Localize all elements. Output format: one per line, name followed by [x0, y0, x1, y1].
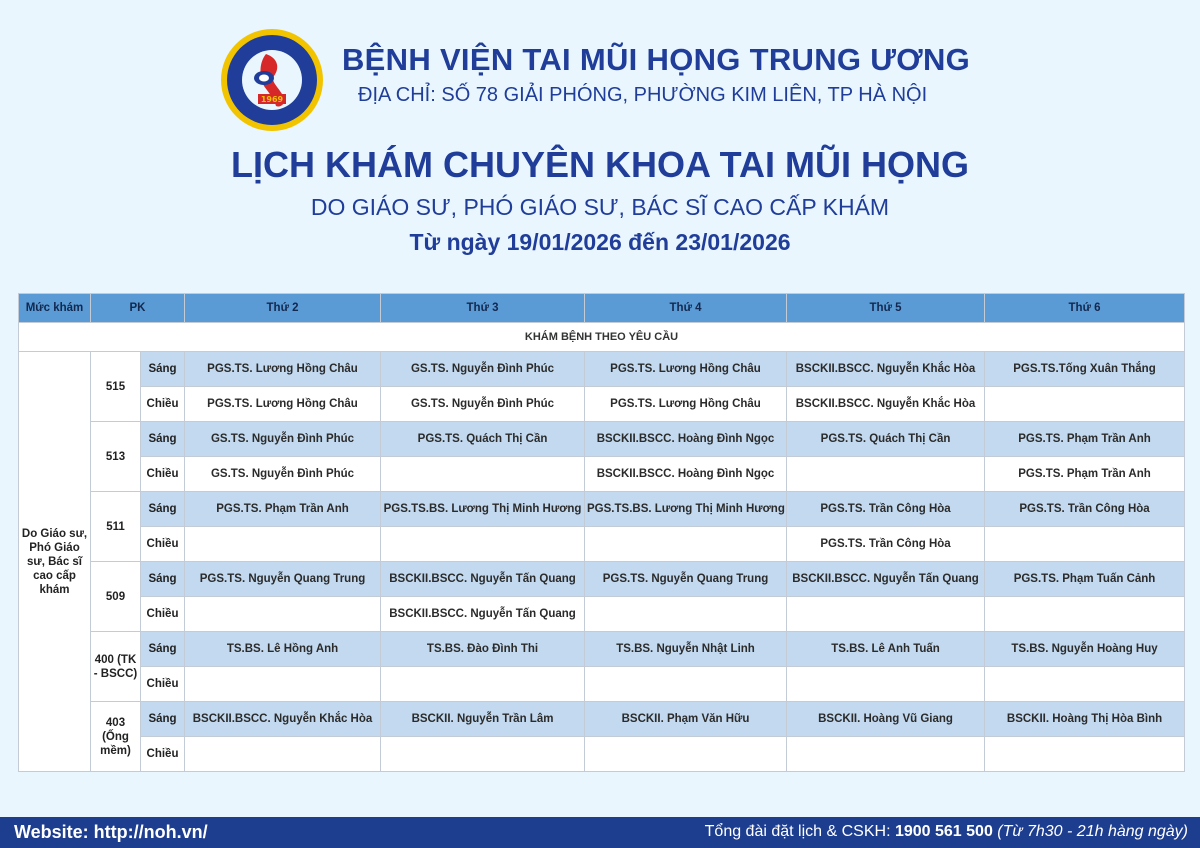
doctor-cell: PGS.TS. Nguyễn Quang Trung — [185, 562, 381, 597]
doctor-cell: TS.BS. Lê Anh Tuấn — [787, 632, 985, 667]
hotline-info — [705, 823, 1188, 841]
doctor-cell: GS.TS. Nguyễn Đình Phúc — [381, 352, 585, 387]
doctor-cell: PGS.TS. Nguyễn Quang Trung — [585, 562, 787, 597]
hospital-name: BỆNH VIỆN TAI MŨI HỌNG TRUNG ƯƠNG — [342, 42, 971, 77]
room-number: 400 (TK - BSCC) — [91, 632, 141, 702]
doctor-cell — [185, 667, 381, 702]
service-banner: KHÁM BỆNH THEO YÊU CẦU — [19, 323, 1185, 352]
doctor-cell — [381, 737, 585, 772]
doctor-cell — [787, 667, 985, 702]
table-row — [19, 422, 1185, 457]
page-header — [0, 0, 1200, 280]
table-row — [19, 457, 1185, 492]
room-number: 511 — [91, 492, 141, 562]
doctor-cell: GS.TS. Nguyễn Đình Phúc — [381, 387, 585, 422]
table-row — [19, 387, 1185, 422]
session-morning: Sáng — [141, 352, 185, 387]
doctor-cell: PGS.TS. Phạm Trần Anh — [985, 422, 1185, 457]
session-morning: Sáng — [141, 492, 185, 527]
doctor-cell: PGS.TS. Trần Công Hòa — [787, 527, 985, 562]
doctor-cell — [787, 457, 985, 492]
doctor-cell: BSCKII.BSCC. Hoàng Đình Ngọc — [585, 422, 787, 457]
doctor-cell: PGS.TS. Lương Hồng Châu — [185, 387, 381, 422]
footer-bar — [0, 817, 1200, 848]
room-number: 515 — [91, 352, 141, 422]
doctor-cell: BSCKII. Nguyễn Trần Lâm — [381, 702, 585, 737]
doctor-cell: BSCKII.BSCC. Nguyễn Khắc Hòa — [787, 387, 985, 422]
svg-text:1969: 1969 — [260, 95, 284, 104]
doctor-cell: PGS.TS. Quách Thị Cần — [787, 422, 985, 457]
doctor-cell: BSCKII.BSCC. Nguyễn Tấn Quang — [381, 562, 585, 597]
doctor-cell — [381, 527, 585, 562]
hotline-hours: (Từ 7h30 - 21h hàng ngày) — [997, 823, 1188, 840]
doctor-cell — [185, 597, 381, 632]
doctor-cell: PGS.TS. Lương Hồng Châu — [585, 387, 787, 422]
room-number: 513 — [91, 422, 141, 492]
doctor-cell: PGS.TS. Lương Hồng Châu — [185, 352, 381, 387]
doctor-cell: PGS.TS. Trần Công Hòa — [985, 492, 1185, 527]
doctor-cell — [985, 737, 1185, 772]
header-day: Thứ 2 — [185, 294, 381, 323]
doctor-cell: PGS.TS.Tống Xuân Thắng — [985, 352, 1185, 387]
session-afternoon: Chiều — [141, 527, 185, 562]
table-row — [19, 527, 1185, 562]
doctor-cell: PGS.TS.BS. Lương Thị Minh Hương — [585, 492, 787, 527]
hotline-label: Tổng đài đặt lịch & CSKH: — [704, 823, 891, 840]
session-morning: Sáng — [141, 632, 185, 667]
header-day: Thứ 4 — [585, 294, 787, 323]
table-row — [19, 632, 1185, 667]
schedule-table — [18, 293, 1185, 772]
doctor-cell: BSCKII.BSCC. Hoàng Đình Ngọc — [585, 457, 787, 492]
doctor-cell — [381, 457, 585, 492]
session-afternoon: Chiều — [141, 737, 185, 772]
doctor-cell: PGS.TS. Phạm Trần Anh — [185, 492, 381, 527]
doctor-cell — [985, 387, 1185, 422]
session-afternoon: Chiều — [141, 387, 185, 422]
doctor-cell: TS.BS. Nguyễn Nhật Linh — [585, 632, 787, 667]
doctor-cell: BSCKII.BSCC. Nguyễn Tấn Quang — [381, 597, 585, 632]
doctor-cell: BSCKII.BSCC. Nguyễn Khắc Hòa — [185, 702, 381, 737]
session-morning: Sáng — [141, 562, 185, 597]
exam-level: Do Giáo sư, Phó Giáo sư, Bác sĩ cao cấp khám — [19, 352, 91, 772]
doctor-cell: PGS.TS. Lương Hồng Châu — [585, 352, 787, 387]
table-row — [19, 667, 1185, 702]
doctor-cell: BSCKII.BSCC. Nguyễn Khắc Hòa — [787, 352, 985, 387]
doctor-cell — [985, 597, 1185, 632]
room-number: 403 (Ống mềm) — [91, 702, 141, 772]
doctor-cell — [381, 667, 585, 702]
table-row — [19, 352, 1185, 387]
doctor-cell: PGS.TS. Phạm Tuấn Cảnh — [985, 562, 1185, 597]
doctor-cell: TS.BS. Nguyễn Hoàng Huy — [985, 632, 1185, 667]
session-afternoon: Chiều — [141, 597, 185, 632]
table-row — [19, 562, 1185, 597]
session-afternoon: Chiều — [141, 667, 185, 702]
hospital-address: ĐỊA CHỈ: SỐ 78 GIẢI PHÓNG, PHƯỜNG KIM LIÊN, TP HÀ NỘI — [358, 84, 928, 106]
doctor-cell: PGS.TS. Trần Công Hòa — [787, 492, 985, 527]
schedule-table-container — [18, 293, 1184, 772]
doctor-cell — [787, 597, 985, 632]
doctor-cell — [585, 737, 787, 772]
doctor-cell — [787, 737, 985, 772]
doctor-cell — [585, 527, 787, 562]
doctor-cell — [585, 597, 787, 632]
page-title: LỊCH KHÁM CHUYÊN KHOA TAI MŨI HỌNG — [231, 144, 969, 185]
doctor-cell: PGS.TS. Phạm Trần Anh — [985, 457, 1185, 492]
doctor-cell: BSCKII.BSCC. Nguyễn Tấn Quang — [787, 562, 985, 597]
doctor-cell: BSCKII. Phạm Văn Hữu — [585, 702, 787, 737]
doctor-cell — [185, 527, 381, 562]
doctor-cell — [585, 667, 787, 702]
doctor-cell: TS.BS. Đào Đình Thi — [381, 632, 585, 667]
header-day: Thứ 3 — [381, 294, 585, 323]
doctor-cell: GS.TS. Nguyễn Đình Phúc — [185, 457, 381, 492]
header-room: PK — [91, 294, 185, 323]
doctor-cell: GS.TS. Nguyễn Đình Phúc — [185, 422, 381, 457]
doctor-cell: PGS.TS.BS. Lương Thị Minh Hương — [381, 492, 585, 527]
header-row — [19, 294, 1185, 323]
page-subtitle: DO GIÁO SƯ, PHÓ GIÁO SƯ, BÁC SĨ CAO CẤP KHÁM — [310, 194, 890, 220]
session-morning: Sáng — [141, 422, 185, 457]
header-day: Thứ 5 — [787, 294, 985, 323]
website-link[interactable]: Website: http://noh.vn/ — [14, 822, 208, 842]
room-number: 509 — [91, 562, 141, 632]
doctor-cell: BSCKII. Hoàng Thị Hòa Bình — [985, 702, 1185, 737]
date-range: Từ ngày 19/01/2026 đến 23/01/2026 — [409, 229, 791, 255]
header-day: Thứ 6 — [985, 294, 1185, 323]
session-afternoon: Chiều — [141, 457, 185, 492]
header-level: Mức khám — [19, 294, 91, 323]
table-row — [19, 702, 1185, 737]
hospital-logo-icon — [220, 28, 324, 132]
doctor-cell — [985, 667, 1185, 702]
doctor-cell: BSCKII. Hoàng Vũ Giang — [787, 702, 985, 737]
table-row — [19, 597, 1185, 632]
session-morning: Sáng — [141, 702, 185, 737]
table-row — [19, 737, 1185, 772]
banner-row — [19, 323, 1185, 352]
doctor-cell — [185, 737, 381, 772]
doctor-cell — [985, 527, 1185, 562]
table-row — [19, 492, 1185, 527]
hotline-number[interactable]: 1900 561 500 — [894, 823, 993, 840]
doctor-cell: TS.BS. Lê Hồng Anh — [185, 632, 381, 667]
doctor-cell: PGS.TS. Quách Thị Cần — [381, 422, 585, 457]
